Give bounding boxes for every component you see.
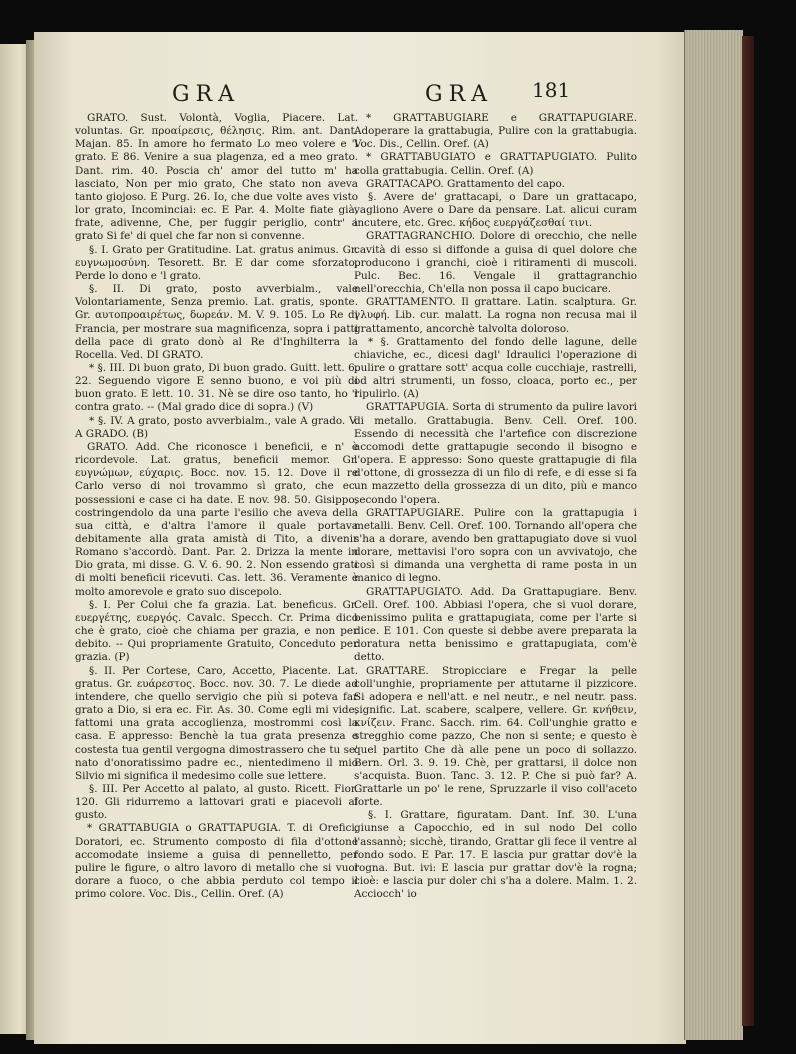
entry-grattabugia: * GRATTABUGIA o GRATTAPUGIA. T. di Orefici, Doratori, ec. Strumento composto di fila d'ottone accomodate insieme a guisa di pennelletto, per pulire le figure, o altro lavoro di metallo che si vuol dorare a fuoco, o che abbia perduto col tempo il primo colore. Voc. Dis., Cellin. Oref. (A): [75, 822, 358, 901]
entry-grato-add-sub-3: §. III. Per Accetto al palato, al gusto. Ricett. Fior. 120. Gli ridurremo a lattovari grati e piacevoli al gusto.: [75, 782, 358, 822]
entry-grattabugiato: * GRATTABUGIATO e GRATTAPUGIATO. Pulito colla grattabugia. Cellin. Oref. (A): [354, 151, 637, 177]
entry-grato-sub-1: §. I. Grato per Gratitudine. Lat. gratus animus. Gr. ευγνωμοσύνη. Tesorett. Br. E dar come sforzato, Perde lo dono e 'l grato.: [75, 243, 358, 282]
facing-page-edge: [0, 44, 28, 1034]
entry-grattabugiare: * GRATTABUGIARE e GRATTAPUGIARE. Adoperare la grattabugia, Pulire con la grattabugia. Voc. Dis., Cellin. Oref. (A): [354, 112, 637, 151]
running-header-left: GRA: [172, 82, 241, 107]
entry-grato-add-sub-2: §. II. Per Cortese, Caro, Accetto, Piacente. Lat. gratus. Gr. ευάρεστος. Bocc. nov. 30. 7. Le diede ad intendere, che quello servigio che più si poteva far grato a Dio, si era ec. Fir. As. 30. Come egli mi vide, fattomi una grata accoglienza, mostrommi così la casa. E appresso: Benchè la tua grata presenza e costesta tua gentil vergogna dimostrassero che tu se' nato d'onoratissimo padre ec., nientedimeno il mio Silvio mi significa il medesimo colle sue lettere.: [75, 664, 358, 782]
entry-grato-sub-4: * §. IV. A grato, posto avverbialm., vale A grado. V. A GRADO. (B): [75, 414, 358, 440]
entry-grattacapo: GRATTACAPO. Grattamento del capo.: [366, 177, 565, 190]
entry-grato-sub-2: §. II. Di grato, posto avverbialm., vale Volontariamente, Senza premio. Lat. gratis, sponte. Gr. αυτοπροαιρέτως, δωρεάν. M. V. 9. 105. Lo Re di Francia, per mostrare sua magnificenza, sopra i patti della pace di grato donò al Re d'Inghilterra la Rocella. Ved. DI GRATO.: [75, 283, 358, 361]
entry-grattamento: GRATTAMENTO. Il grattare. Latin. scalptura. Gr. γλυφή. Lib. cur. malatt. La rogna non recusa mai il grattamento, ancorchè talvolta doloroso.: [354, 296, 637, 335]
page-number: 181: [532, 78, 571, 102]
entry-grattapugiato: GRATTAPUGIATO. Add. Da Grattapugiare. Benv. Cell. Oref. 100. Abbiasi l'opera, che si vuol dorare, benissimo pulita e grattapugiata, come per l'arte si dice. E 101. Con queste si debbe avere preparata la doratura netta benissimo e grattapugiata, com'è detto.: [354, 585, 637, 664]
entry-grato-sub-3: * §. III. Di buon grato, Di buon grado. Guitt. lett. 6. 22. Seguendo vigore E senno buono, e voi più di buon grato. E lett. 10. 31. Nè se dire oso tanto, ho 'l contra grato. -- (Mal grado dice di sopra.) (V): [75, 361, 358, 414]
entry-grattare: GRATTARE. Stropicciare e Fregar la pelle coll'unghie, propriamente per attutarne il pizzicore. Si adopera e nell'att. e nel neutr., e nel neutr. pass. signific. Lat. scabere, scalpere, vellere. Gr. κνήθειν, κνίζειν. Franc. Sacch. rim. 64. Coll'unghie gratto e stregghio come pazzo, Che non si sente; e questo è quel partito Che dà alle pene un poco di sollazzo. Bern. Orl. 3. 9. 19. Chè, per grattarsi, il dolce non s'acquista. Buon. Tanc. 3. 12. P. Che si può far? A. Grattarle un po' le rene, Spruzzarle il viso coll'aceto forte.: [354, 664, 637, 809]
entry-grato-add-sub-1: §. I. Per Colui che fa grazia. Lat. beneficus. Gr. ευεργέτης, ευεργός. Cavalc. Specch. Cr. Prima dico che è grato, cioè che chiama per grazia, e non per debito. -- Qui propriamente Gratuito, Conceduto per grazia. (P): [75, 598, 358, 664]
entry-grattare-sub-1: §. I. Grattare, figuratam. Dant. Inf. 30. L'una giunse a Capocchio, ed in sul nodo Del collo l'assannò; sicchè, tirando, Grattar gli fece il ventre al fondo sodo. E Par. 17. E lascia pur grattar dov'è la rogna. But. ivi: E lascia pur grattar dov'è la rogna; cioè: e lascia pur doler chi s'ha a dolere. Malm. 1. 2. Acciocch' io: [354, 809, 637, 901]
entry-grato-add: GRATO. Add. Che riconosce i beneficii, e n' è ricordevole. Lat. gratus, beneficii memor. Gr. ευγνώμων, εύχαρις. Bocc. nov. 15. 12. Dove il re Carlo verso di noi trovammo sì grato, che ec. possessioni e case ci ha date. E nov. 98. 50. Gisippo, costringendolo da una parte l'esilio che aveva della sua città, e d'altra l'amore il quale portava debitamente alla grata amistà di Tito, a divenir Romano s'accordò. Dant. Par. 2. Drizza la mente in Dio grata, mi disse. G. V. 6. 90. 2. Non essendo grati di molti beneficii ricevuti. Cas. lett. 36. Veramente è molto amorevole e grato suo discepolo.: [75, 440, 358, 598]
entry-grattapugia: GRATTAPUGIA. Sorta di strumento da pulire lavori di metallo. Grattabugia. Benv. Cell. Oref. 100. Essendo di necessità che l'artefice con discrezione accomodi dette grattapugie secondo il bisogno e l'opera. E appresso: Sono queste grattapugie di fila d'ottone, di grossezza di un filo di refe, e di esse si fa un mazzetto della grossezza di un dito, più e manco secondo l'opera.: [354, 401, 637, 506]
entry-grattamento-sub: * §. Grattamento del fondo delle lagune, delle chiaviche, ec., dicesi dagl' Idraulici l'operazione di pulire o grattare sott' acqua colle cucchiaje, rastrelli, od altri strumenti, un fosso, cloaca, porto ec., per ripulirlo. (A): [354, 335, 637, 401]
running-header-right: GRA: [425, 82, 494, 107]
entry-grattapugiare: GRATTAPUGIARE. Pulire con la grattapugia i metalli. Benv. Cell. Oref. 100. Tornando all'opera che s'ha a dorare, avendo ben grattapugiato dove si vuol dorare, mettavisi l'oro sopra con un avvivatojo, che così si dimanda una verghetta di rame posta in un manico di legno.: [354, 506, 637, 585]
book-cover-edge: [742, 36, 754, 1026]
entry-grato-sust: GRATO. Sust. Volontà, Voglia, Piacere. Lat. voluntas. Gr. προαίρεσις, θέλησις. Rim. ant. Dant. Majan. 85. In amore ho fermato Lo meo volere e 'l grato. E 86. Venire a sua plagenza, ed a meo grato. Dant. rim. 40. Poscia ch' amor del tutto m' ha lasciato, Non per mio grato, Che stato non aveva tanto giojoso. E Purg. 26. Io, che due volte aves visto lor grato, Incominciai: ec. E Par. 4. Molte fiate già, frate, adivenne, Che, per fuggir periglio, contr' a grato Si fe' di quel che far non si convenne.: [75, 112, 358, 243]
page-stack-edges: [684, 30, 743, 1040]
right-column: [354, 112, 637, 901]
entry-grattacapo-sub: §. Avere de' grattacapi, o Dare un grattacapo, vagliono Avere o Dare da pensare. Lat. alicui curam incutere, etc. Grec. κήδος ευεργάζεσθαί τινι.: [354, 190, 637, 230]
left-column: [75, 112, 358, 901]
entry-grattagranchio: GRATTAGRANCHIO. Dolore di orecchio, che nelle cavità di esso si diffonde a guisa di quel dolore che producono i granchi, cioè i ritiramenti di muscoli. Pulc. Bec. 16. Vengale il grattagranchio nell'orecchia, Ch'ella non possa il capo bucicare.: [354, 230, 637, 296]
